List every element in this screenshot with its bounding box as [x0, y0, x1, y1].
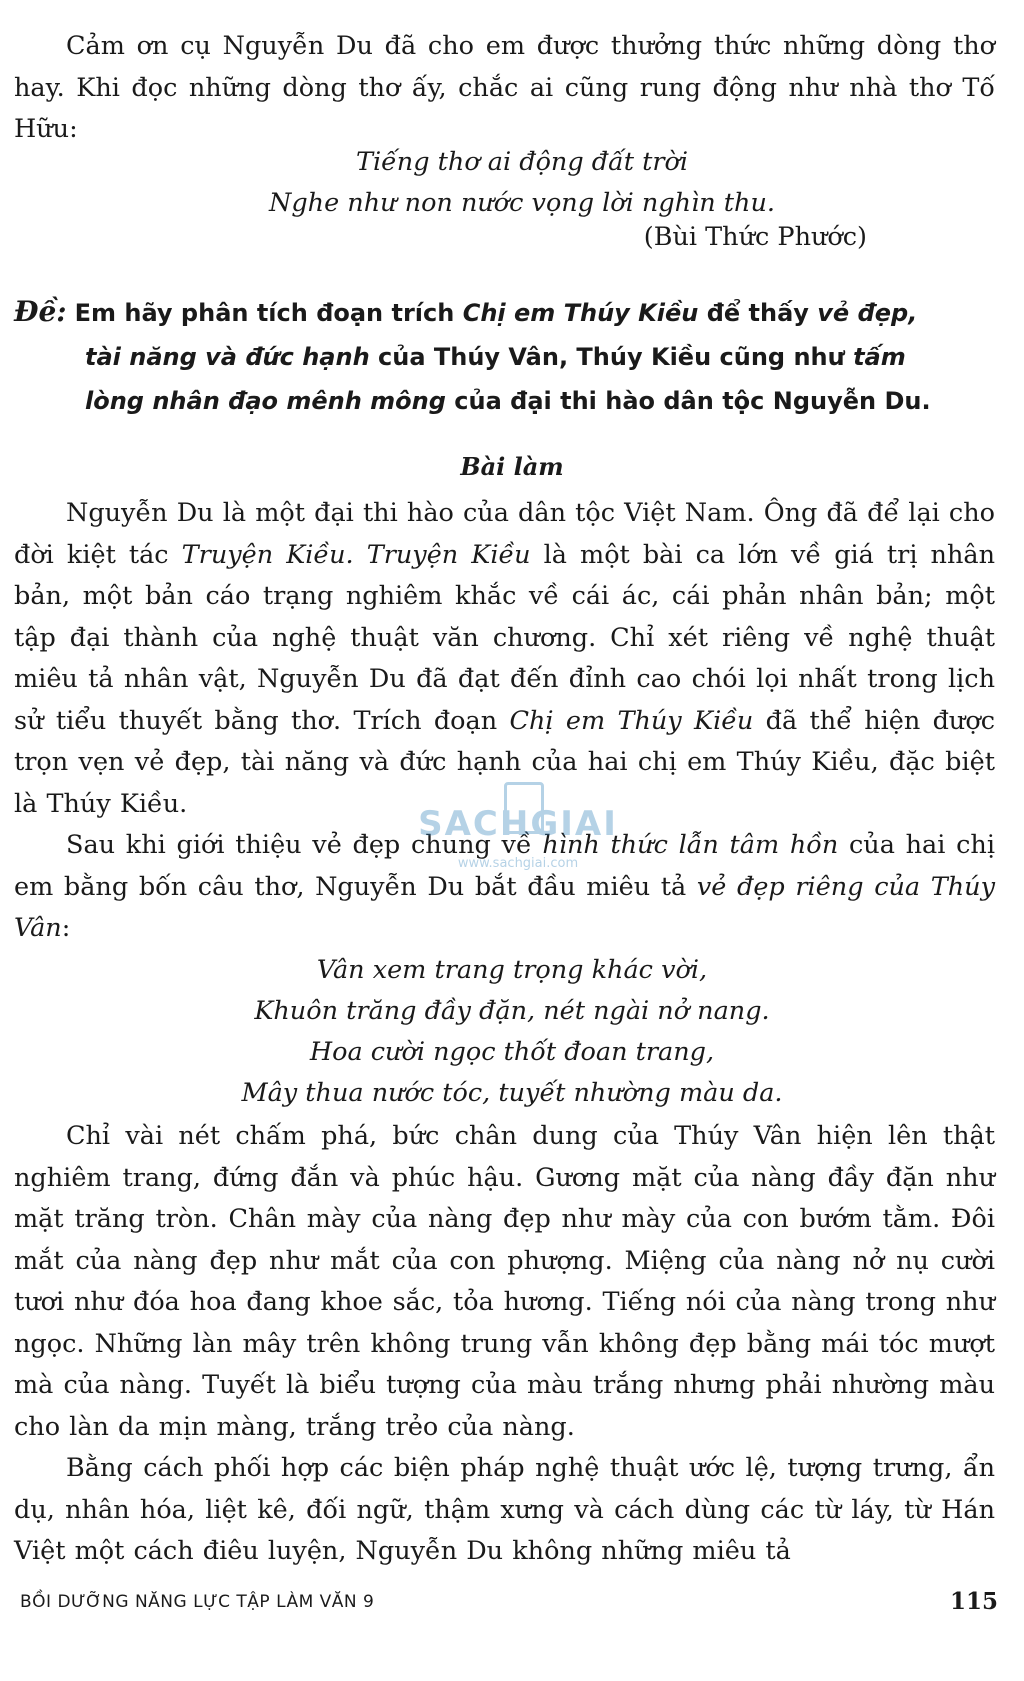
essay-paragraph-3 — [14, 1116, 995, 1448]
prompt-text: của đại thi hào dân tộc Nguyễn Du. — [445, 387, 931, 415]
essay-text: : — [61, 913, 71, 943]
essay-text: của hai chị em bằng bốn câu thơ, Nguyễn Du bắt đầu miêu tả — [14, 830, 995, 902]
essay-paragraph-1 — [14, 493, 995, 825]
prompt-text-italic: lòng nhân đạo mênh mông — [85, 387, 446, 415]
prompt-text-italic: Chị em Thúy Kiều — [462, 299, 699, 327]
essay-heading: Bài làm — [460, 452, 564, 481]
poem-line: Mây thua nước tóc, tuyết nhường màu da. — [241, 1078, 783, 1108]
page-number: 115 — [949, 1588, 998, 1615]
essay-text: đã thể hiện được trọn vẹn vẻ đẹp, tài năng và đức hạnh của hai chị em Thúy Kiều, đặc biệt là Thúy Kiều. — [14, 705, 995, 819]
footer-book-title: BỒI DƯỠNG NĂNG LỰC TẬP LÀM VĂN 9 — [20, 1592, 375, 1612]
poem-line: Vân xem trang trọng khác vời, — [316, 955, 708, 985]
work-title: Truyện Kiều. — [181, 539, 354, 570]
essay-text: Sau khi giới thiệu vẻ đẹp chung về — [66, 830, 543, 860]
intro-text: Cảm ơn cụ Nguyễn Du đã cho em được thưởng thức những dòng thơ hay. Khi đọc những dòng thơ ấy, chắc ai cũng rung động như nhà thơ Tố Hữu: — [14, 31, 995, 144]
essay-prompt — [14, 290, 999, 423]
thuy-van-poem — [0, 950, 1024, 1114]
prompt-text: của Thúy Vân, Thúy Kiều cũng như — [369, 343, 854, 371]
watermark-url: www.sachgiai.com — [457, 856, 579, 871]
prompt-text: Em hãy phân tích đoạn trích — [74, 299, 463, 327]
quote-line: Nghe như non nước vọng lời nghìn thu. — [269, 188, 775, 218]
emphasis-text: vẻ đẹp riêng của Thúy Vân — [14, 871, 996, 943]
essay-paragraph-2 — [14, 825, 995, 950]
prompt-text-italic: tài năng và đức hạnh — [85, 343, 370, 371]
essay-text — [354, 540, 367, 570]
prompt-label: Đề: — [14, 295, 67, 328]
quote-author: (Bùi Thức Phước) — [643, 222, 867, 252]
essay-text: là một bài ca lớn về giá trị nhân bản, một bản cáo trạng nghiêm khắc về cái ác, cái phản nhân bản; một tập đại thành của nghệ thuật văn chương. Chỉ xét riêng về nghệ thuật miêu tả nhân vật, Nguyễn Du đã đạt đến đỉnh cao chói lọi nhất trong lịch sử tiểu thuyết bằng thơ. Trích đoạn — [14, 539, 996, 736]
essay-text: Bằng cách phối hợp các biện pháp nghệ thuật ước lệ, tượng trưng, ẩn dụ, nhân hóa, liệt kê, đối ngữ, thậm xưng và cách dùng các từ láy, từ Hán Việt một cách điêu luyện, Nguyễn Du không những miêu tả — [14, 1453, 995, 1566]
quote-line: Tiếng thơ ai động đất trời — [355, 147, 689, 177]
intro-paragraph — [14, 26, 995, 151]
essay-paragraph-4 — [14, 1448, 995, 1573]
prompt-text-italic: vẻ đẹp, — [817, 299, 918, 327]
prompt-text: để thấy — [698, 299, 818, 327]
emphasis-text: hình thức lẫn tâm hồn — [542, 830, 839, 860]
watermark-brand: SACHGIAI — [418, 804, 618, 844]
work-title: Chị em Thúy Kiều — [509, 705, 754, 736]
essay-text: Nguyễn Du là một đại thi hào của dân tộc Việt Nam. Ông đã để lại cho đời kiệt tác — [14, 498, 995, 570]
prompt-text-italic: tấm — [853, 343, 906, 371]
essay-text: Chỉ vài nét chấm phá, bức chân dung của Thúy Vân hiện lên thật nghiêm trang, đứng đắn và phúc hậu. Gương mặt của nàng đầy đặn như mặt trăng tròn. Chân mày của nàng đẹp như mày của con bướm tằm. Đôi mắt của nàng đẹp như mắt của con phượng. Miệng của nàng nở nụ cười tươi như đóa hoa đang khoe sắc, tỏa hương. Tiếng nói của nàng trong như ngọc. Những làn mây trên không trung vẫn không đẹp bằng mái tóc mượt mà của nàng. Tuyết là biểu tượng của màu trắng nhưng phải nhường màu cho làn da mịn màng, trắng trẻo của nàng. — [14, 1121, 995, 1442]
work-title: Truyện Kiều — [366, 539, 531, 570]
poem-line: Khuôn trăng đầy đặn, nét ngài nở nang. — [254, 996, 770, 1026]
poem-line: Hoa cười ngọc thốt đoan trang, — [309, 1037, 715, 1067]
intro-quote — [0, 142, 1024, 224]
